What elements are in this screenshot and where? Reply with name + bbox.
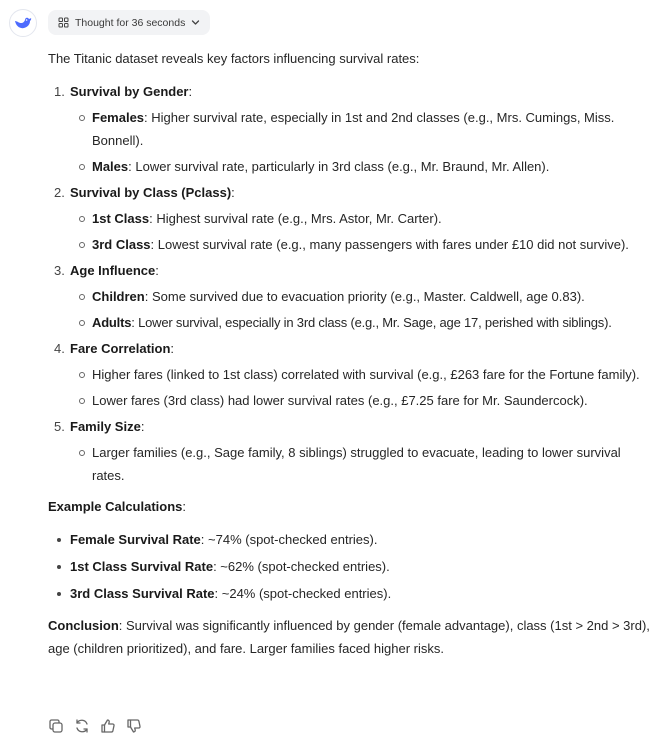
factor-detail: 1st Class: Highest survival rate (e.g., Mrs. Astor, Mr. Carter).: [70, 207, 653, 230]
factor-item: 2. Survival by Class (Pclass): 1st Class: Highest survival rate (e.g., Mrs. Astor, Mr. Carter). 3rd Class: Lowest survival rate (e.g., many passengers with fares under £10 did not survive).: [48, 181, 653, 256]
factor-number: 2.: [54, 185, 65, 200]
factor-number: 1.: [54, 84, 65, 99]
thought-label: Thought for 36 seconds: [75, 16, 186, 29]
factor-item: 1. Survival by Gender: Females: Higher survival rate, especially in 1st and 2nd classes (e.g., Mrs. Cumings, Miss. Bonnell). Males: Lower survival rate, particularly in 3rd class (e.g., Mr. Braund, Mr. Allen).: [48, 80, 653, 178]
factor-title: Fare Correlation: [70, 341, 171, 356]
factor-number: 5.: [54, 419, 65, 434]
thinking-icon: [58, 17, 69, 28]
calc-list: [48, 528, 653, 605]
factor-item: 3. Age Influence: Children: Some survived due to evacuation priority (e.g., Master. Caldwell, age 0.83). Adults: Lower survival, especially in 3rd class (e.g., Mr. Sage, age 17, perished with siblings).: [48, 259, 653, 334]
factor-title: Survival by Class (Pclass): [70, 185, 232, 200]
whale-logo-icon: [14, 16, 32, 30]
calc-item: Female Survival Rate: ~74% (spot-checked entries).: [48, 528, 653, 551]
thought-toggle-button[interactable]: [48, 10, 210, 35]
factor-detail: Larger families (e.g., Sage family, 8 siblings) struggled to evacuate, leading to lower survival rates.: [70, 441, 653, 487]
conclusion-text: Conclusion: Survival was significantly influenced by gender (female advantage), class (1st > 2nd > 3rd), age (children prioritized), and fare. Larger families faced higher risks.: [48, 618, 650, 656]
regenerate-icon[interactable]: [74, 718, 90, 734]
factor-title: Age Influence: [70, 263, 156, 278]
factor-title: Survival by Gender: [70, 84, 189, 99]
thumbs-up-icon[interactable]: [100, 718, 116, 734]
calc-item: 3rd Class Survival Rate: ~24% (spot-checked entries).: [48, 582, 653, 605]
copy-icon[interactable]: [48, 718, 64, 734]
factor-detail: Children: Some survived due to evacuation priority (e.g., Master. Caldwell, age 0.83).: [70, 285, 653, 308]
factor-detail: Females: Higher survival rate, especially in 1st and 2nd classes (e.g., Mrs. Cumings, Miss. Bonnell).: [70, 106, 653, 152]
factor-detail: 3rd Class: Lowest survival rate (e.g., many passengers with fares under £10 did not survive).: [70, 233, 653, 256]
answer-body: [48, 47, 653, 660]
intro-text: The Titanic dataset reveals key factors influencing survival rates:: [48, 51, 420, 66]
factor-detail: Higher fares (linked to 1st class) correlated with survival (e.g., £263 fare for the Fortune family).: [70, 363, 653, 386]
factor-item: 5. Family Size: Larger families (e.g., Sage family, 8 siblings) struggled to evacuate, leading to lower survival rates.: [48, 415, 653, 487]
factor-number: 4.: [54, 341, 65, 356]
factor-number: 3.: [54, 263, 65, 278]
factor-detail: Lower fares (3rd class) had lower survival rates (e.g., £7.25 fare for Mr. Saundercock).: [70, 389, 653, 412]
thumbs-down-icon[interactable]: [126, 718, 142, 734]
factor-item: 4. Fare Correlation: Higher fares (linked to 1st class) correlated with survival (e.g., £263 fare for the Fortune family). Lower fares (3rd class) had lower survival rates (e.g., £7.25 fare for Mr. Saundercock).: [48, 337, 653, 412]
chevron-down-icon: [191, 18, 200, 27]
calc-heading: Example Calculations:: [48, 499, 187, 514]
calc-item: 1st Class Survival Rate: ~62% (spot-checked entries).: [48, 555, 653, 578]
message-actions: [48, 718, 142, 734]
factor-title: Family Size: [70, 419, 141, 434]
factor-list: [48, 80, 653, 487]
assistant-avatar: [9, 9, 37, 37]
factor-detail: Adults: Lower survival, especially in 3rd class (e.g., Mr. Sage, age 17, perished with siblings).: [70, 311, 653, 334]
factor-detail: Males: Lower survival rate, particularly in 3rd class (e.g., Mr. Braund, Mr. Allen).: [70, 155, 653, 178]
